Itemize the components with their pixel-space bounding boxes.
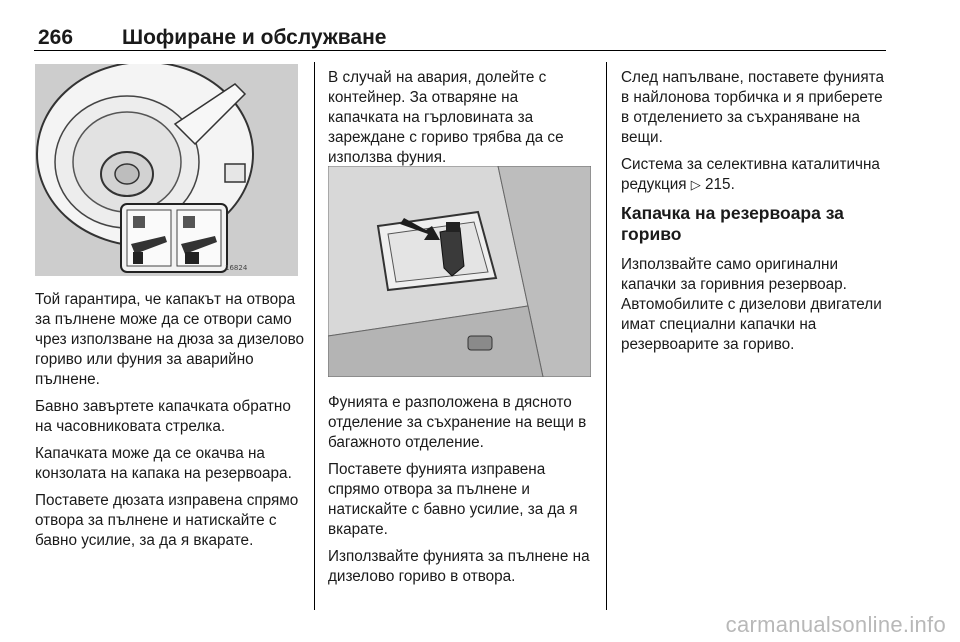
paragraph: Капачката може да се окачва на конзолата на капака на резервоара. [35, 445, 292, 482]
paragraph: Той гарантира, че капакът на отвора за пълнене може да се отвори само чрез използване на дюза за дизелово гориво или фуния за аварийно пълнене. [35, 291, 305, 388]
column-divider [606, 62, 607, 610]
column-2-text [328, 393, 598, 594]
column-divider [314, 62, 315, 610]
paragraph: Използвайте само оригинални капачки за горивния резервоар. Автомобилите с дизелови двигатели имат специални капачки на резервоарите за гориво. [621, 256, 882, 353]
right-arrow-ref-icon: ▷ [690, 178, 701, 193]
column-2-intro [328, 68, 592, 175]
paragraph: Бавно завъртете капачката обратно на часовниковата стрелка. [35, 398, 291, 435]
column-1-text [35, 290, 305, 558]
fuel-filler-cap-figure [35, 64, 298, 276]
paragraph: Поставете фунията изправена спрямо отвора за пълнене и натискайте с бавно усилие, за да я вкарате. [328, 461, 578, 538]
column-3-text [621, 68, 889, 362]
page-title: Шофиране и обслужване [122, 26, 387, 49]
paragraph: В случай на авария, долейте с контейнер. За отваряне на капачката на гърловината за зареждане с гориво трябва да се използва фуния. [328, 69, 564, 166]
paragraph: След напълване, поставете фунията в найлонова торбичка и я приберете в отделението за съхраняване на вещи. [621, 69, 884, 146]
paragraph: Фунията е разположена в дясното отделение за съхранение на вещи в багажното отделение. [328, 394, 587, 451]
page-reference[interactable]: 215. [705, 176, 735, 193]
funnel-storage-figure [328, 166, 591, 377]
figure-code: 16824 [225, 264, 248, 272]
trunk-compartment-illustration [328, 166, 591, 377]
paragraph: Използвайте фунията за пълнене на дизелово гориво в отвора. [328, 548, 590, 585]
paragraph-with-reference [621, 155, 889, 196]
footer-watermark: carmanualsonline.info [725, 612, 946, 637]
section-heading: Капачка на резервоара за гориво [621, 203, 844, 244]
page-number: 266 [38, 26, 74, 49]
header-rule [34, 50, 886, 51]
fuel-filler-illustration [35, 64, 298, 276]
paragraph-text: Система за селективна каталитична редукция [621, 156, 880, 193]
paragraph: Поставете дюзата изправена спрямо отвора за пълнене и натискайте с бавно усилие, за да я вкарате. [35, 492, 299, 549]
